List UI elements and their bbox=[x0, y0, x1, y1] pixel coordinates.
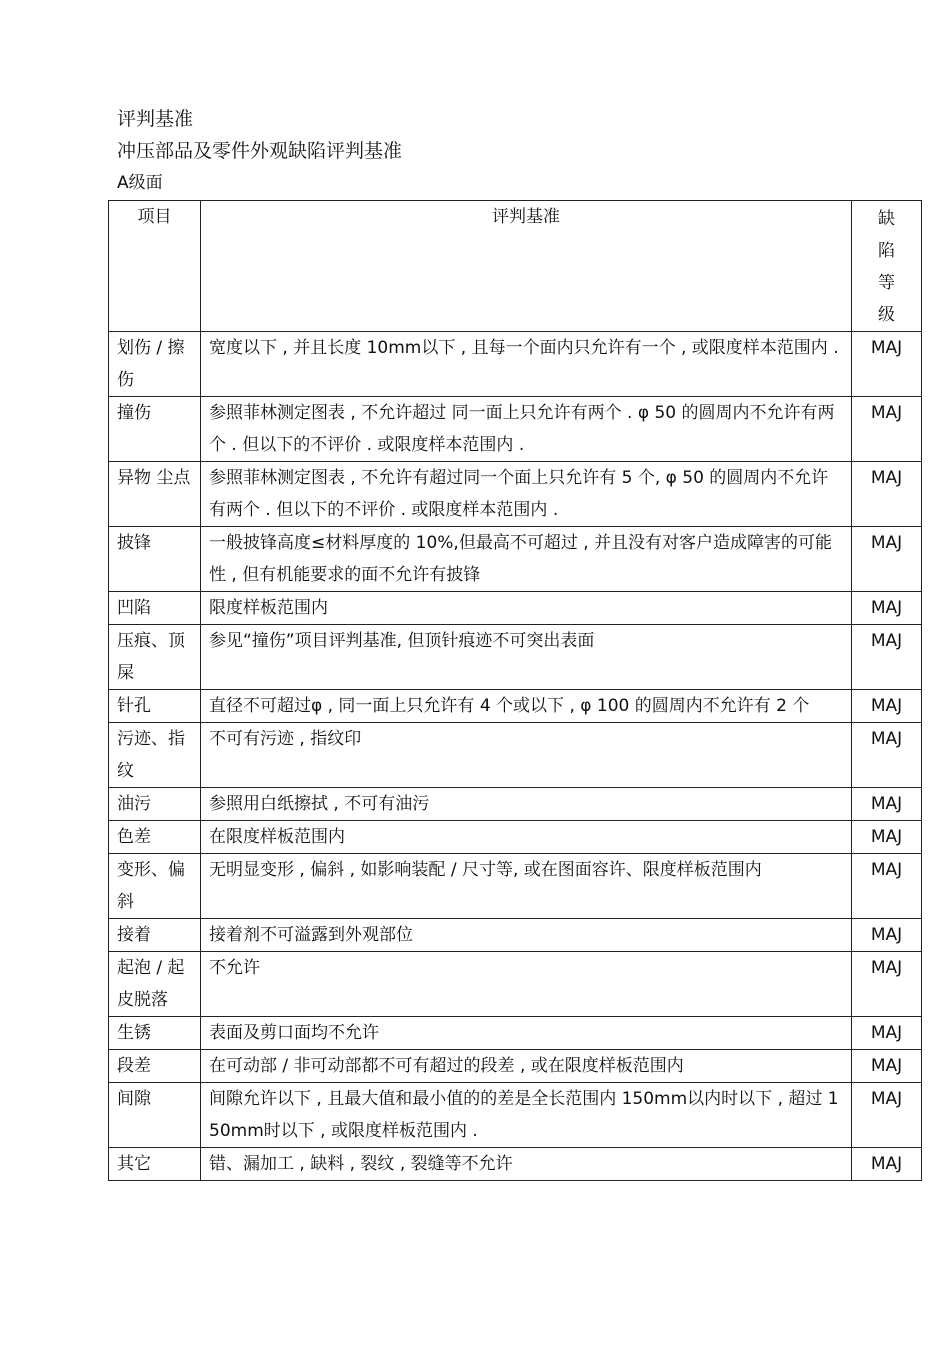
table-row bbox=[109, 919, 922, 952]
row-grade: MAJ bbox=[852, 690, 922, 723]
table-row bbox=[109, 625, 922, 690]
table-row bbox=[109, 1017, 922, 1050]
row-item: 划伤 / 擦伤 bbox=[109, 332, 201, 397]
row-item: 撞伤 bbox=[109, 397, 201, 462]
document-title: 评判基准 bbox=[117, 108, 194, 130]
row-criteria: 表面及剪口面均不允许 bbox=[201, 1017, 852, 1050]
row-grade: MAJ bbox=[852, 625, 922, 690]
row-criteria: 不可有污迹 , 指纹印 bbox=[201, 723, 852, 788]
table-row bbox=[109, 788, 922, 821]
table-row bbox=[109, 723, 922, 788]
row-grade: MAJ bbox=[852, 592, 922, 625]
table-row bbox=[109, 592, 922, 625]
row-grade: MAJ bbox=[852, 1050, 922, 1083]
row-item: 其它 bbox=[109, 1148, 201, 1181]
table-row bbox=[109, 332, 922, 397]
table-header-row bbox=[109, 201, 922, 332]
row-grade: MAJ bbox=[852, 1083, 922, 1148]
row-item: 针孔 bbox=[109, 690, 201, 723]
row-criteria: 限度样板范围内 bbox=[201, 592, 852, 625]
table-row bbox=[109, 854, 922, 919]
criteria-table bbox=[108, 200, 922, 1181]
surface-grade-label: A级面 bbox=[117, 173, 163, 193]
row-criteria: 错、漏加工 , 缺料 , 裂纹 , 裂缝等不允许 bbox=[201, 1148, 852, 1181]
row-grade: MAJ bbox=[852, 723, 922, 788]
table-row bbox=[109, 1148, 922, 1181]
row-criteria: 宽度以下 , 并且长度 10mm以下 , 且每一个面内只允许有一个 , 或限度样本范围内 . bbox=[201, 332, 852, 397]
row-criteria: 参照菲林测定图表 , 不允许超过 同一面上只允许有两个 . φ 50 的圆周内不允许有两个 . 但以下的不评价 . 或限度样本范围内 . bbox=[201, 397, 852, 462]
row-grade: MAJ bbox=[852, 952, 922, 1017]
row-grade: MAJ bbox=[852, 854, 922, 919]
row-criteria: 间隙允许以下 , 且最大值和最小值的的差是全长范围内 150mm以内时以下 , 超过 150mm时以下 , 或限度样板范围内 . bbox=[201, 1083, 852, 1148]
row-criteria: 不允许 bbox=[201, 952, 852, 1017]
row-grade: MAJ bbox=[852, 919, 922, 952]
header-grade bbox=[852, 201, 922, 332]
row-item: 压痕、顶屎 bbox=[109, 625, 201, 690]
header-grade-text: 缺陷等级 bbox=[878, 209, 895, 325]
document-subtitle: 冲压部品及零件外观缺陷评判基准 bbox=[117, 140, 403, 162]
table-row bbox=[109, 527, 922, 592]
row-item: 生锈 bbox=[109, 1017, 201, 1050]
header-item: 项目 bbox=[109, 201, 201, 332]
row-item: 变形、偏斜 bbox=[109, 854, 201, 919]
row-criteria: 直径不可超过φ , 同一面上只允许有 4 个或以下 , φ 100 的圆周内不允许有 2 个 bbox=[201, 690, 852, 723]
row-grade: MAJ bbox=[852, 462, 922, 527]
table-row bbox=[109, 1083, 922, 1148]
row-grade: MAJ bbox=[852, 332, 922, 397]
table-row bbox=[109, 397, 922, 462]
row-criteria: 在可动部 / 非可动部都不可有超过的段差 , 或在限度样板范围内 bbox=[201, 1050, 852, 1083]
row-criteria: 无明显变形 , 偏斜 , 如影响装配 / 尺寸等, 或在图面容许、限度样板范围内 bbox=[201, 854, 852, 919]
row-item: 接着 bbox=[109, 919, 201, 952]
row-item: 污迹、指纹 bbox=[109, 723, 201, 788]
row-item: 凹陷 bbox=[109, 592, 201, 625]
row-criteria: 参照菲林测定图表 , 不允许有超过同一个面上只允许有 5 个, φ 50 的圆周内不允许有两个 . 但以下的不评价 . 或限度样本范围内 . bbox=[201, 462, 852, 527]
row-criteria: 接着剂不可溢露到外观部位 bbox=[201, 919, 852, 952]
row-item: 起泡 / 起皮脱落 bbox=[109, 952, 201, 1017]
row-criteria: 在限度样板范围内 bbox=[201, 821, 852, 854]
row-item: 色差 bbox=[109, 821, 201, 854]
row-item: 段差 bbox=[109, 1050, 201, 1083]
row-grade: MAJ bbox=[852, 1017, 922, 1050]
row-grade: MAJ bbox=[852, 527, 922, 592]
row-item: 披锋 bbox=[109, 527, 201, 592]
row-item: 异物 尘点 bbox=[109, 462, 201, 527]
row-item: 油污 bbox=[109, 788, 201, 821]
row-grade: MAJ bbox=[852, 821, 922, 854]
table-row bbox=[109, 462, 922, 527]
table-row bbox=[109, 952, 922, 1017]
row-grade: MAJ bbox=[852, 788, 922, 821]
table-row bbox=[109, 821, 922, 854]
header-criteria: 评判基准 bbox=[201, 201, 852, 332]
table-row bbox=[109, 1050, 922, 1083]
table-row bbox=[109, 690, 922, 723]
row-criteria: 参照用白纸擦拭 , 不可有油污 bbox=[201, 788, 852, 821]
row-criteria: 一般披锋高度≤材料厚度的 10%,但最高不可超过 , 并且没有对客户造成障害的可能性 , 但有机能要求的面不允许有披锋 bbox=[201, 527, 852, 592]
row-criteria: 参见“撞伤”项目评判基准, 但顶针痕迹不可突出表面 bbox=[201, 625, 852, 690]
row-item: 间隙 bbox=[109, 1083, 201, 1148]
row-grade: MAJ bbox=[852, 397, 922, 462]
row-grade: MAJ bbox=[852, 1148, 922, 1181]
